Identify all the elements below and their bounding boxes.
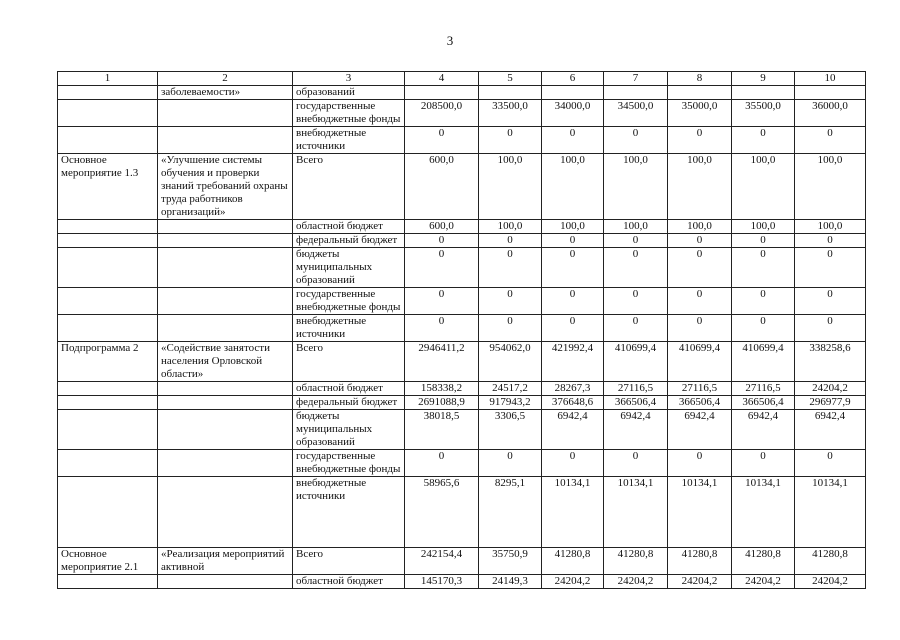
amount-cell: 10134,1 xyxy=(795,477,866,548)
amount-cell: 24204,2 xyxy=(604,575,668,589)
table-row xyxy=(58,220,866,234)
amount-cell: 410699,4 xyxy=(668,342,732,382)
header-cell: 10 xyxy=(795,72,866,86)
amount-cell: 0 xyxy=(732,127,795,154)
program-name-cell xyxy=(58,382,158,396)
amount-cell: 100,0 xyxy=(732,220,795,234)
table-row xyxy=(58,396,866,410)
amount-cell: 410699,4 xyxy=(732,342,795,382)
amount-cell xyxy=(542,86,604,100)
amount-cell: 296977,9 xyxy=(795,396,866,410)
funding-source-cell: бюджеты муниципальных образований xyxy=(293,410,405,450)
page-number: 3 xyxy=(446,33,454,48)
amount-cell: 100,0 xyxy=(795,154,866,220)
header-row xyxy=(58,72,866,86)
program-name-cell xyxy=(58,575,158,589)
amount-cell: 0 xyxy=(604,127,668,154)
amount-cell: 100,0 xyxy=(668,220,732,234)
amount-cell: 0 xyxy=(604,450,668,477)
table-row xyxy=(58,288,866,315)
amount-cell: 2946411,2 xyxy=(405,342,479,382)
amount-cell: 0 xyxy=(604,234,668,248)
amount-cell: 0 xyxy=(405,315,479,342)
program-title-cell: «Улучшение системы обучения и проверки знаний требований охраны труда работников организаций» xyxy=(158,154,293,220)
amount-cell: 36000,0 xyxy=(795,100,866,127)
program-title-cell xyxy=(158,382,293,396)
program-title-cell: «Содействие занятости населения Орловской области» xyxy=(158,342,293,382)
amount-cell: 100,0 xyxy=(795,220,866,234)
funding-source-cell: Всего xyxy=(293,154,405,220)
amount-cell: 0 xyxy=(405,127,479,154)
program-name-cell xyxy=(58,234,158,248)
amount-cell: 6942,4 xyxy=(795,410,866,450)
amount-cell: 917943,2 xyxy=(479,396,542,410)
amount-cell: 10134,1 xyxy=(732,477,795,548)
program-title-cell xyxy=(158,315,293,342)
header-cell: 4 xyxy=(405,72,479,86)
amount-cell: 0 xyxy=(479,450,542,477)
program-name-cell xyxy=(58,220,158,234)
amount-cell: 24517,2 xyxy=(479,382,542,396)
table-row xyxy=(58,575,866,589)
amount-cell: 24149,3 xyxy=(479,575,542,589)
funding-source-cell: федеральный бюджет xyxy=(293,396,405,410)
amount-cell: 34000,0 xyxy=(542,100,604,127)
funding-source-cell: государственные внебюджетные фонды xyxy=(293,288,405,315)
program-title-cell xyxy=(158,450,293,477)
amount-cell: 0 xyxy=(604,315,668,342)
amount-cell: 366506,4 xyxy=(604,396,668,410)
amount-cell: 0 xyxy=(479,315,542,342)
funding-source-cell: Всего xyxy=(293,548,405,575)
amount-cell: 0 xyxy=(668,450,732,477)
amount-cell: 35750,9 xyxy=(479,548,542,575)
amount-cell: 0 xyxy=(795,127,866,154)
program-title-cell xyxy=(158,396,293,410)
amount-cell: 0 xyxy=(795,288,866,315)
program-name-cell xyxy=(58,288,158,315)
funding-source-cell: внебюджетные источники xyxy=(293,477,405,548)
amount-cell xyxy=(795,86,866,100)
amount-cell: 0 xyxy=(405,234,479,248)
amount-cell: 0 xyxy=(668,315,732,342)
amount-cell: 41280,8 xyxy=(795,548,866,575)
program-name-cell xyxy=(58,450,158,477)
program-name-cell: Основное мероприятие 1.3 xyxy=(58,154,158,220)
program-name-cell xyxy=(58,248,158,288)
amount-cell: 41280,8 xyxy=(668,548,732,575)
amount-cell: 0 xyxy=(795,315,866,342)
amount-cell: 58965,6 xyxy=(405,477,479,548)
table-row xyxy=(58,548,866,575)
amount-cell: 24204,2 xyxy=(668,575,732,589)
amount-cell: 100,0 xyxy=(542,220,604,234)
header-cell: 9 xyxy=(732,72,795,86)
amount-cell: 41280,8 xyxy=(542,548,604,575)
table-row xyxy=(58,477,866,548)
amount-cell: 0 xyxy=(479,248,542,288)
funding-source-cell: государственные внебюджетные фонды xyxy=(293,100,405,127)
amount-cell: 3306,5 xyxy=(479,410,542,450)
amount-cell: 410699,4 xyxy=(604,342,668,382)
amount-cell: 27116,5 xyxy=(668,382,732,396)
amount-cell: 100,0 xyxy=(542,154,604,220)
amount-cell xyxy=(405,86,479,100)
amount-cell: 34500,0 xyxy=(604,100,668,127)
amount-cell: 158338,2 xyxy=(405,382,479,396)
program-name-cell xyxy=(58,127,158,154)
program-title-cell xyxy=(158,477,293,548)
program-title-cell xyxy=(158,248,293,288)
amount-cell: 28267,3 xyxy=(542,382,604,396)
amount-cell: 0 xyxy=(405,248,479,288)
amount-cell: 0 xyxy=(732,288,795,315)
amount-cell: 0 xyxy=(405,450,479,477)
amount-cell: 6942,4 xyxy=(542,410,604,450)
amount-cell: 0 xyxy=(604,288,668,315)
amount-cell: 208500,0 xyxy=(405,100,479,127)
amount-cell: 100,0 xyxy=(732,154,795,220)
header-cell: 8 xyxy=(668,72,732,86)
amount-cell: 100,0 xyxy=(668,154,732,220)
amount-cell: 100,0 xyxy=(604,220,668,234)
program-name-cell xyxy=(58,396,158,410)
program-title-cell: «Реализация мероприятий активной xyxy=(158,548,293,575)
amount-cell: 8295,1 xyxy=(479,477,542,548)
funding-source-cell: федеральный бюджет xyxy=(293,234,405,248)
program-title-cell xyxy=(158,100,293,127)
header-cell: 2 xyxy=(158,72,293,86)
table-row xyxy=(58,315,866,342)
funding-source-cell: государственные внебюджетные фонды xyxy=(293,450,405,477)
program-title-cell xyxy=(158,288,293,315)
amount-cell: 24204,2 xyxy=(732,575,795,589)
amount-cell: 41280,8 xyxy=(732,548,795,575)
amount-cell: 0 xyxy=(542,127,604,154)
budget-table xyxy=(57,71,866,589)
amount-cell: 24204,2 xyxy=(795,382,866,396)
program-name-cell xyxy=(58,410,158,450)
amount-cell: 0 xyxy=(542,315,604,342)
amount-cell: 366506,4 xyxy=(732,396,795,410)
amount-cell: 100,0 xyxy=(604,154,668,220)
program-title-cell xyxy=(158,575,293,589)
amount-cell xyxy=(604,86,668,100)
amount-cell: 145170,3 xyxy=(405,575,479,589)
amount-cell: 338258,6 xyxy=(795,342,866,382)
amount-cell: 376648,6 xyxy=(542,396,604,410)
amount-cell: 24204,2 xyxy=(795,575,866,589)
amount-cell: 0 xyxy=(668,248,732,288)
amount-cell: 0 xyxy=(795,248,866,288)
program-title-cell xyxy=(158,127,293,154)
program-title-cell xyxy=(158,410,293,450)
amount-cell: 100,0 xyxy=(479,154,542,220)
program-title-cell xyxy=(158,234,293,248)
funding-source-cell: внебюджетные источники xyxy=(293,315,405,342)
amount-cell: 35500,0 xyxy=(732,100,795,127)
amount-cell: 0 xyxy=(542,288,604,315)
amount-cell: 954062,0 xyxy=(479,342,542,382)
table-row xyxy=(58,450,866,477)
amount-cell: 0 xyxy=(795,234,866,248)
amount-cell xyxy=(668,86,732,100)
program-name-cell xyxy=(58,86,158,100)
table-body xyxy=(58,72,866,589)
table-row xyxy=(58,127,866,154)
amount-cell xyxy=(732,86,795,100)
amount-cell: 6942,4 xyxy=(668,410,732,450)
amount-cell: 27116,5 xyxy=(732,382,795,396)
program-name-cell xyxy=(58,315,158,342)
program-title-cell: заболеваемости» xyxy=(158,86,293,100)
funding-source-cell: Всего xyxy=(293,342,405,382)
program-name-cell: Основное мероприятие 2.1 xyxy=(58,548,158,575)
amount-cell: 600,0 xyxy=(405,154,479,220)
amount-cell: 38018,5 xyxy=(405,410,479,450)
amount-cell: 10134,1 xyxy=(542,477,604,548)
amount-cell: 27116,5 xyxy=(604,382,668,396)
amount-cell: 0 xyxy=(668,288,732,315)
amount-cell: 242154,4 xyxy=(405,548,479,575)
table-row xyxy=(58,100,866,127)
program-name-cell xyxy=(58,100,158,127)
amount-cell: 41280,8 xyxy=(604,548,668,575)
funding-source-cell: областной бюджет xyxy=(293,382,405,396)
table-row xyxy=(58,234,866,248)
amount-cell: 0 xyxy=(732,315,795,342)
amount-cell: 33500,0 xyxy=(479,100,542,127)
amount-cell: 0 xyxy=(479,288,542,315)
amount-cell: 0 xyxy=(479,127,542,154)
header-cell: 7 xyxy=(604,72,668,86)
amount-cell: 0 xyxy=(668,127,732,154)
table-row xyxy=(58,154,866,220)
table-row xyxy=(58,410,866,450)
header-cell: 6 xyxy=(542,72,604,86)
program-name-cell: Подпрограмма 2 xyxy=(58,342,158,382)
amount-cell: 600,0 xyxy=(405,220,479,234)
amount-cell: 0 xyxy=(542,234,604,248)
amount-cell: 6942,4 xyxy=(604,410,668,450)
amount-cell: 24204,2 xyxy=(542,575,604,589)
amount-cell: 366506,4 xyxy=(668,396,732,410)
amount-cell xyxy=(479,86,542,100)
amount-cell: 10134,1 xyxy=(668,477,732,548)
amount-cell: 0 xyxy=(732,450,795,477)
amount-cell: 6942,4 xyxy=(732,410,795,450)
funding-source-cell: бюджеты муниципальных образований xyxy=(293,248,405,288)
amount-cell: 0 xyxy=(479,234,542,248)
amount-cell: 0 xyxy=(542,450,604,477)
amount-cell: 421992,4 xyxy=(542,342,604,382)
table-row xyxy=(58,86,866,100)
amount-cell: 2691088,9 xyxy=(405,396,479,410)
header-cell: 3 xyxy=(293,72,405,86)
amount-cell: 10134,1 xyxy=(604,477,668,548)
program-name-cell xyxy=(58,477,158,548)
header-cell: 5 xyxy=(479,72,542,86)
amount-cell: 0 xyxy=(542,248,604,288)
funding-source-cell: образований xyxy=(293,86,405,100)
amount-cell: 0 xyxy=(405,288,479,315)
table-row xyxy=(58,248,866,288)
amount-cell: 0 xyxy=(668,234,732,248)
amount-cell: 0 xyxy=(795,450,866,477)
amount-cell: 0 xyxy=(604,248,668,288)
amount-cell: 0 xyxy=(732,248,795,288)
amount-cell: 100,0 xyxy=(479,220,542,234)
program-title-cell xyxy=(158,220,293,234)
amount-cell: 0 xyxy=(732,234,795,248)
amount-cell: 35000,0 xyxy=(668,100,732,127)
table-row xyxy=(58,382,866,396)
table-row xyxy=(58,342,866,382)
funding-source-cell: областной бюджет xyxy=(293,220,405,234)
funding-source-cell: областной бюджет xyxy=(293,575,405,589)
header-cell: 1 xyxy=(58,72,158,86)
funding-source-cell: внебюджетные источники xyxy=(293,127,405,154)
